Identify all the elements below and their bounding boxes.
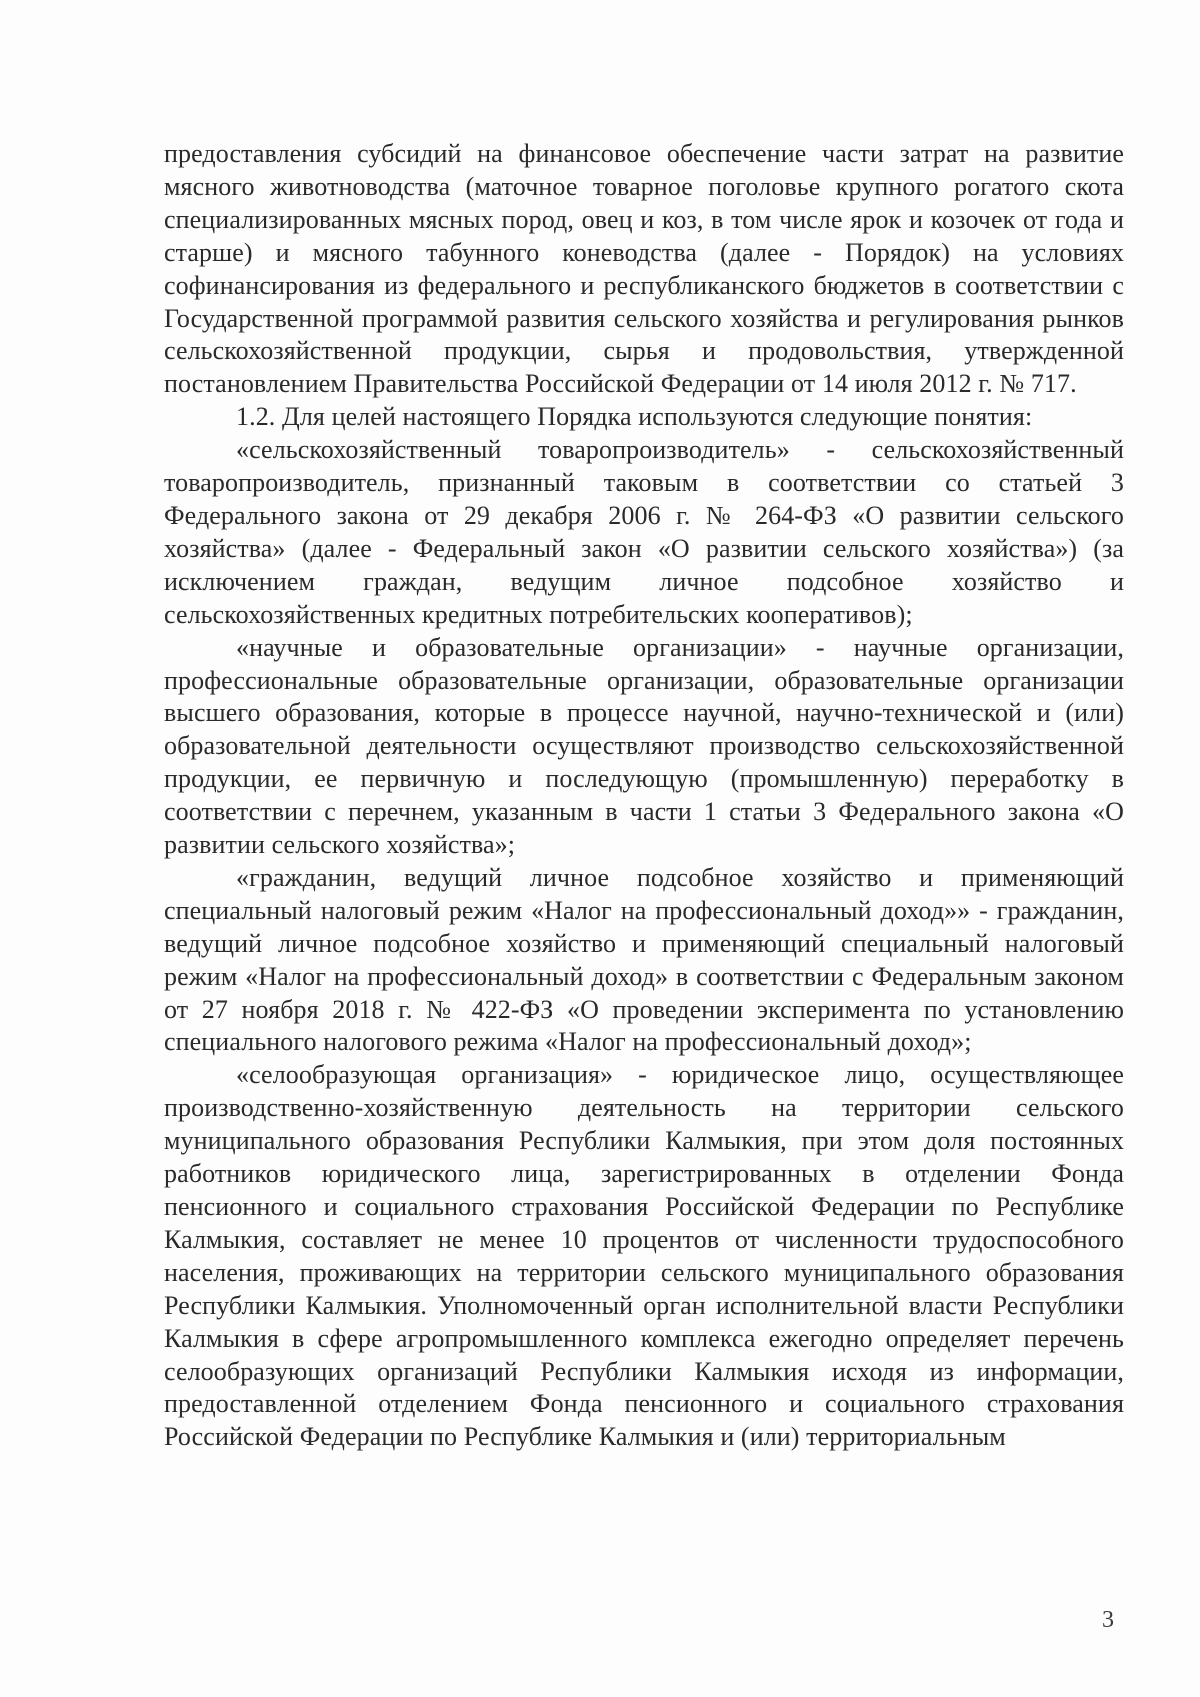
paragraph-intro: предоставления субсидий на финансовое обеспечение части затрат на развитие мясного животноводства (маточное товарное поголовье крупного рогатого скота специализированных мясных пород, овец и коз, в том числе ярок и козочек от года и старше) и мясного табунного коневодства (далее - Порядок) на условиях софинансирования из федерального и республиканского бюджетов в соответствии с Государственной программой развития сельского хозяйства и регулирования рынков сельскохозяйственной продукции, сырья и продовольствия, утвержденной постановлением Правительства Российской Федерации от 14 июля 2012 г. № 717. [164, 139, 1124, 399]
page-number: 3 [1102, 1607, 1114, 1633]
paragraph-scientific-organizations: «научные и образовательные организации» - научные организации, профессиональные образовательные организации, образовательные организации высшего образования, которые в процессе научной, научно-технической и (или) образовательной деятельности осуществляют производство сельскохозяйственной продукции, ее первичную и последующую (промышленную) переработку в соответствии с перечнем, указанным в части 1 статьи 3 Федерального закона «О развитии сельского хозяйства»; [164, 632, 1124, 860]
paragraph-definitions-heading: 1.2. Для целей настоящего Порядка используются следующие понятия: [236, 402, 1033, 432]
document-body [164, 138, 1124, 1454]
paragraph-citizen-household: «гражданин, ведущий личное подсобное хозяйство и применяющий специальный налоговый режим «Налог на профессиональный доход»» - гражданин, ведущий личное подсобное хозяйство и применяющий специальный налоговый режим «Налог на профессиональный доход» в соответствии с Федеральным законом от 27 ноября 2018 г. № 422-ФЗ «О проведении эксперимента по установлению специального налогового режима «Налог на профессиональный доход»; [164, 862, 1124, 1057]
paragraph-village-forming-organization: «селообразующая организация» - юридическое лицо, осуществляющее производственно-хозяйственную деятельность на территории сельского муниципального образования Республики Калмыкия, при этом доля постоянных работников юридического лица, зарегистрированных в отделении Фонда пенсионного и социального страхования Российской Федерации по Республике Калмыкия, составляет не менее 10 процентов от численности трудоспособного населения, проживающих на территории сельского муниципального образования Республики Калмыкия. Уполномоченный орган исполнительной власти Республики Калмыкия в сфере агропромышленного комплекса ежегодно определяет перечень селообразующих организаций Республики Калмыкия исходя из информации, предоставленной отделением Фонда пенсионного и социального страхования Российской Федерации по Республике Калмыкия и (или) территориальным [164, 1060, 1124, 1452]
paragraph-agricultural-producer: «сельскохозяйственный товаропроизводитель» - сельскохозяйственный товаропроизводитель, признанный таковым в соответствии со статьей 3 Федерального закона от 29 декабря 2006 г. № 264-ФЗ «О развитии сельского хозяйства» (далее - Федеральный закон «О развитии сельского хозяйства») (за исключением граждан, ведущим личное подсобное хозяйство и сельскохозяйственных кредитных потребительских кооперативов); [164, 435, 1124, 629]
